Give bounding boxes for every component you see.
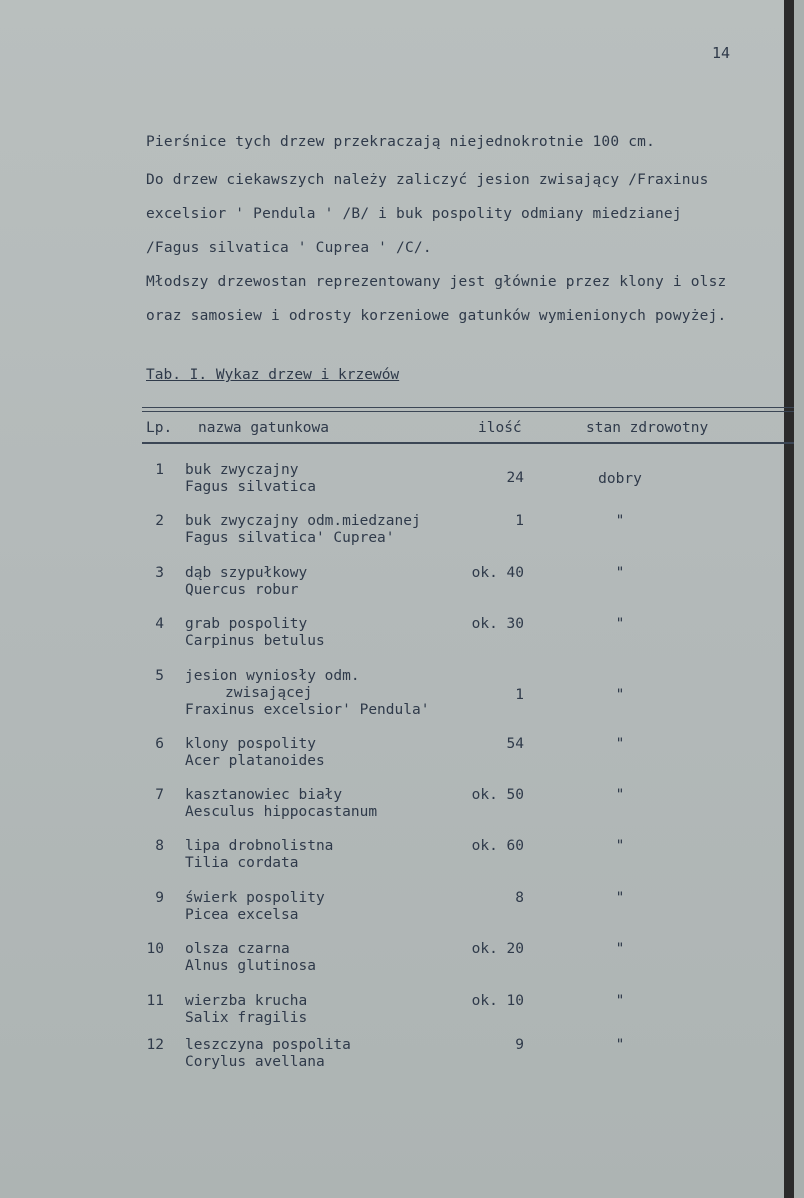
row-number: 3 xyxy=(155,565,164,581)
health-state: " xyxy=(615,565,625,581)
paragraph-line: excelsior ' Pendula ' /B/ i buk pospolity odmiany miedzianej xyxy=(146,206,682,222)
health-state: dobry xyxy=(598,471,642,487)
paragraph-line: oraz samosiew i odrosty korzeniowe gatunków wymienionych powyżej. xyxy=(146,308,727,324)
species-name: klony pospolity xyxy=(185,736,316,752)
species-name: grab pospolity xyxy=(185,616,308,632)
quantity: ok. 30 xyxy=(471,616,524,632)
species-name: wierzba krucha xyxy=(185,993,308,1009)
quantity: ok. 50 xyxy=(471,787,524,803)
species-name: lipa drobnolistna xyxy=(185,838,334,854)
species-name: leszczyna pospolita xyxy=(185,1037,351,1053)
quantity: ok. 10 xyxy=(471,993,524,1009)
quantity: 1 xyxy=(515,687,524,703)
row-number: 11 xyxy=(146,993,164,1009)
quantity: ok. 40 xyxy=(471,565,524,581)
paragraph-line: /Fagus silvatica ' Cuprea ' /C/. xyxy=(146,240,432,256)
header-name: nazwa gatunkowa xyxy=(198,420,329,436)
header-lp: Lp. xyxy=(146,420,173,436)
paragraph-line: Do drzew ciekawszych należy zaliczyć jesion zwisający /Fraxinus xyxy=(146,172,709,188)
health-state: " xyxy=(615,1037,625,1053)
row-number: 9 xyxy=(155,890,164,906)
species-name: kasztanowiec biały xyxy=(185,787,343,803)
species-latin-name: Salix fragilis xyxy=(185,1010,308,1026)
scan-edge xyxy=(784,0,794,1198)
page-number: 14 xyxy=(712,44,731,62)
table-title: Tab. I. Wykaz drzew i krzewów xyxy=(146,367,400,383)
species-latin-name: Carpinus betulus xyxy=(185,633,325,649)
species-name: buk zwyczajny xyxy=(185,462,299,478)
row-number: 12 xyxy=(146,1037,164,1053)
species-latin-name: Corylus avellana xyxy=(185,1054,325,1070)
health-state: " xyxy=(615,838,625,854)
species-latin-name: Fraxinus excelsior' Pendula' xyxy=(185,702,430,718)
species-name: dąb szypułkowy xyxy=(185,565,308,581)
health-state: " xyxy=(615,993,625,1009)
species-latin-name: Alnus glutinosa xyxy=(185,958,316,974)
health-state: " xyxy=(615,941,625,957)
health-state: " xyxy=(615,787,625,803)
health-state: " xyxy=(615,736,625,752)
quantity: 1 xyxy=(515,513,524,529)
row-number: 5 xyxy=(155,668,164,684)
species-latin-name: Quercus robur xyxy=(185,582,299,598)
species-latin-name: Tilia cordata xyxy=(185,855,299,871)
row-number: 8 xyxy=(155,838,164,854)
quantity: ok. 20 xyxy=(471,941,524,957)
quantity: 9 xyxy=(515,1037,524,1053)
quantity: 8 xyxy=(515,890,524,906)
health-state: " xyxy=(615,687,625,703)
header-state: stan zdrowotny xyxy=(586,420,709,436)
row-number: 4 xyxy=(155,616,164,632)
paragraph-line: Pierśnice tych drzew przekraczają niejednokrotnie 100 cm. xyxy=(146,134,655,150)
row-number: 10 xyxy=(146,941,164,957)
quantity: 54 xyxy=(506,736,524,752)
health-state: " xyxy=(615,616,625,632)
species-latin-name: Fagus silvatica xyxy=(185,479,316,495)
header-qty: ilość xyxy=(478,420,522,436)
row-number: 6 xyxy=(155,736,164,752)
species-name: jesion wyniosły odm. xyxy=(185,668,360,684)
health-state: " xyxy=(615,890,625,906)
species-name: buk zwyczajny odm.miedzanej xyxy=(185,513,421,529)
species-name: świerk pospolity xyxy=(185,890,325,906)
row-number: 1 xyxy=(155,462,164,478)
species-name: zwisającej xyxy=(225,685,313,701)
row-number: 2 xyxy=(155,513,164,529)
row-number: 7 xyxy=(155,787,164,803)
species-name: olsza czarna xyxy=(185,941,290,957)
species-latin-name: Acer platanoides xyxy=(185,753,325,769)
table-top-rule xyxy=(142,411,794,412)
quantity: ok. 60 xyxy=(471,838,524,854)
species-latin-name: Fagus silvatica' Cuprea' xyxy=(185,530,395,546)
quantity: 24 xyxy=(506,470,524,486)
table-top-rule xyxy=(142,407,794,408)
species-latin-name: Picea excelsa xyxy=(185,907,299,923)
health-state: " xyxy=(615,513,625,529)
table-header-rule xyxy=(142,442,794,444)
paragraph-line: Młodszy drzewostan reprezentowany jest głównie przez klony i olsz xyxy=(146,274,727,290)
species-latin-name: Aesculus hippocastanum xyxy=(185,804,378,820)
